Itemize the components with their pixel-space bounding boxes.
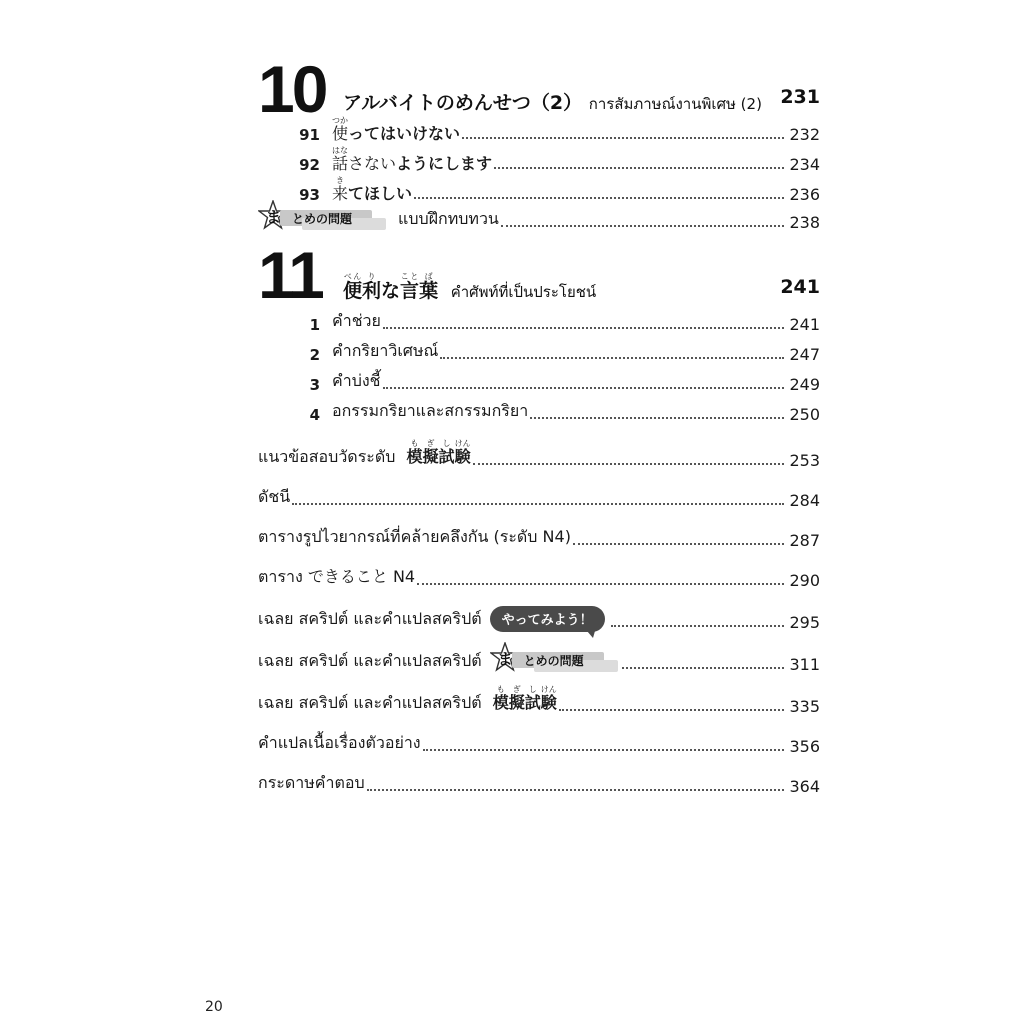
entry-page: 234: [789, 155, 820, 174]
toc-entry-review[interactable]: [258, 206, 820, 232]
matome-badge: ま とめの問題: [490, 646, 620, 674]
toc-entry-11-2[interactable]: [290, 338, 820, 364]
chapter-11-page: 241: [780, 276, 820, 298]
entry-page: 238: [789, 213, 820, 232]
chapter-11-title: 便べん利りな言こと葉ば คำศัพท์ที่เป็นประโยชน์: [343, 272, 597, 302]
chapter-10-title: [343, 88, 762, 116]
dot-leader: [417, 583, 784, 585]
toc-entry-11-4[interactable]: [290, 398, 820, 424]
chapter-10-page: 231: [780, 86, 820, 108]
dot-leader: [414, 197, 784, 199]
chapter-10-title-th: การสัมภาษณ์งานพิเศษ (2): [588, 95, 762, 113]
entry-page: 250: [789, 405, 820, 424]
matome-badge: ま とめの問題: [258, 204, 398, 232]
entry-title: คำบ่งชี้: [332, 371, 381, 390]
entry-number: 3: [309, 376, 320, 394]
entry-page: 295: [789, 613, 820, 632]
entry-title: ดัชนี: [258, 487, 291, 506]
entry-title: อกรรมกริยาและสกรรมกริยา: [332, 401, 529, 420]
page-number: 20: [205, 999, 223, 1015]
entry-number: 91: [299, 126, 320, 144]
entry-title: กระดาษคำตอบ: [258, 773, 365, 792]
entry-page: 290: [789, 571, 820, 590]
entry-title: 来きてほしい: [332, 176, 413, 203]
toc-entry-answer-sheet[interactable]: [258, 770, 820, 796]
chapter-10-number: 10: [258, 52, 326, 126]
entry-title: ตาราง できること N4: [258, 567, 416, 586]
toc-entry-91[interactable]: [290, 118, 820, 144]
dot-leader: [501, 225, 784, 227]
entry-number: 1: [309, 316, 320, 334]
dot-leader: [462, 137, 784, 139]
entry-page: 287: [789, 531, 820, 550]
toc-entry-answers-matome[interactable]: [258, 646, 820, 674]
entry-title: 使つかってはいけない: [332, 116, 461, 143]
toc-entry-grammar-table[interactable]: [258, 524, 820, 550]
toc-entry-index[interactable]: [258, 484, 820, 510]
dot-leader: [440, 357, 784, 359]
entry-title: คำแปลเนื้อเรื่องตัวอย่าง: [258, 733, 421, 752]
entry-page: 236: [789, 185, 820, 204]
dot-leader: [383, 387, 784, 389]
dot-leader: [559, 709, 784, 711]
entry-page: 311: [789, 655, 820, 674]
dot-leader: [473, 463, 784, 465]
toc-entry-92[interactable]: [290, 148, 820, 174]
dot-leader: [530, 417, 784, 419]
dot-leader: [383, 327, 784, 329]
entry-number: 2: [309, 346, 320, 364]
toc-entry-93[interactable]: [290, 178, 820, 204]
entry-number: 92: [299, 156, 320, 174]
entry-page: 364: [789, 777, 820, 796]
dot-leader: [573, 543, 784, 545]
chapter-11-title-th: คำศัพท์ที่เป็นประโยชน์: [450, 283, 597, 301]
entry-number: 4: [309, 406, 320, 424]
dot-leader: [292, 503, 784, 505]
toc-entry-sample-translation[interactable]: [258, 730, 820, 756]
entry-page: 284: [789, 491, 820, 510]
chapter-10-title-jp: アルバイトのめんせつ（2）: [343, 92, 583, 114]
entry-page: 249: [789, 375, 820, 394]
dot-leader: [494, 167, 784, 169]
toc-entry-11-1[interactable]: [290, 308, 820, 334]
chapter-11-number: 11: [258, 238, 322, 312]
entry-title: คำช่วย: [332, 311, 381, 330]
entry-title: เฉลย สคริปต์ และคำแปลสคริปต์: [258, 651, 482, 670]
yattemiyou-pill: やってみよう！: [490, 606, 605, 632]
entry-title: แบบฝึกทบทวน: [398, 209, 499, 228]
entry-page: 356: [789, 737, 820, 756]
entry-page: 335: [789, 697, 820, 716]
entry-page: 247: [789, 345, 820, 364]
entry-number: 93: [299, 186, 320, 204]
entry-title: เฉลย สคริปต์ และคำแปลสคริปต์: [258, 609, 482, 628]
dot-leader: [622, 667, 784, 669]
entry-title: แนวข้อสอบวัดระดับ 模も擬ぎ試し験けん: [258, 439, 471, 466]
dot-leader: [423, 749, 784, 751]
toc-entry-can-do-table[interactable]: [258, 564, 820, 590]
entry-page: 241: [789, 315, 820, 334]
toc-entry-11-3[interactable]: [290, 368, 820, 394]
dot-leader: [611, 625, 784, 627]
entry-title: เฉลย สคริปต์ และคำแปลสคริปต์ 模も擬ぎ試し験けん: [258, 685, 557, 712]
dot-leader: [367, 789, 784, 791]
toc-entry-answers-yattemiyou[interactable]: [258, 604, 820, 632]
entry-title: 話はなさないようにします: [332, 146, 493, 173]
entry-page: 253: [789, 451, 820, 470]
entry-title: คำกริยาวิเศษณ์: [332, 341, 439, 360]
toc-entry-answers-mogi[interactable]: [258, 685, 820, 716]
entry-title: ตารางรูปไวยากรณ์ที่คล้ายคลึงกัน (ระดับ N4): [258, 527, 571, 546]
entry-page: 232: [789, 125, 820, 144]
toc-entry-mock-exam[interactable]: [258, 439, 820, 470]
